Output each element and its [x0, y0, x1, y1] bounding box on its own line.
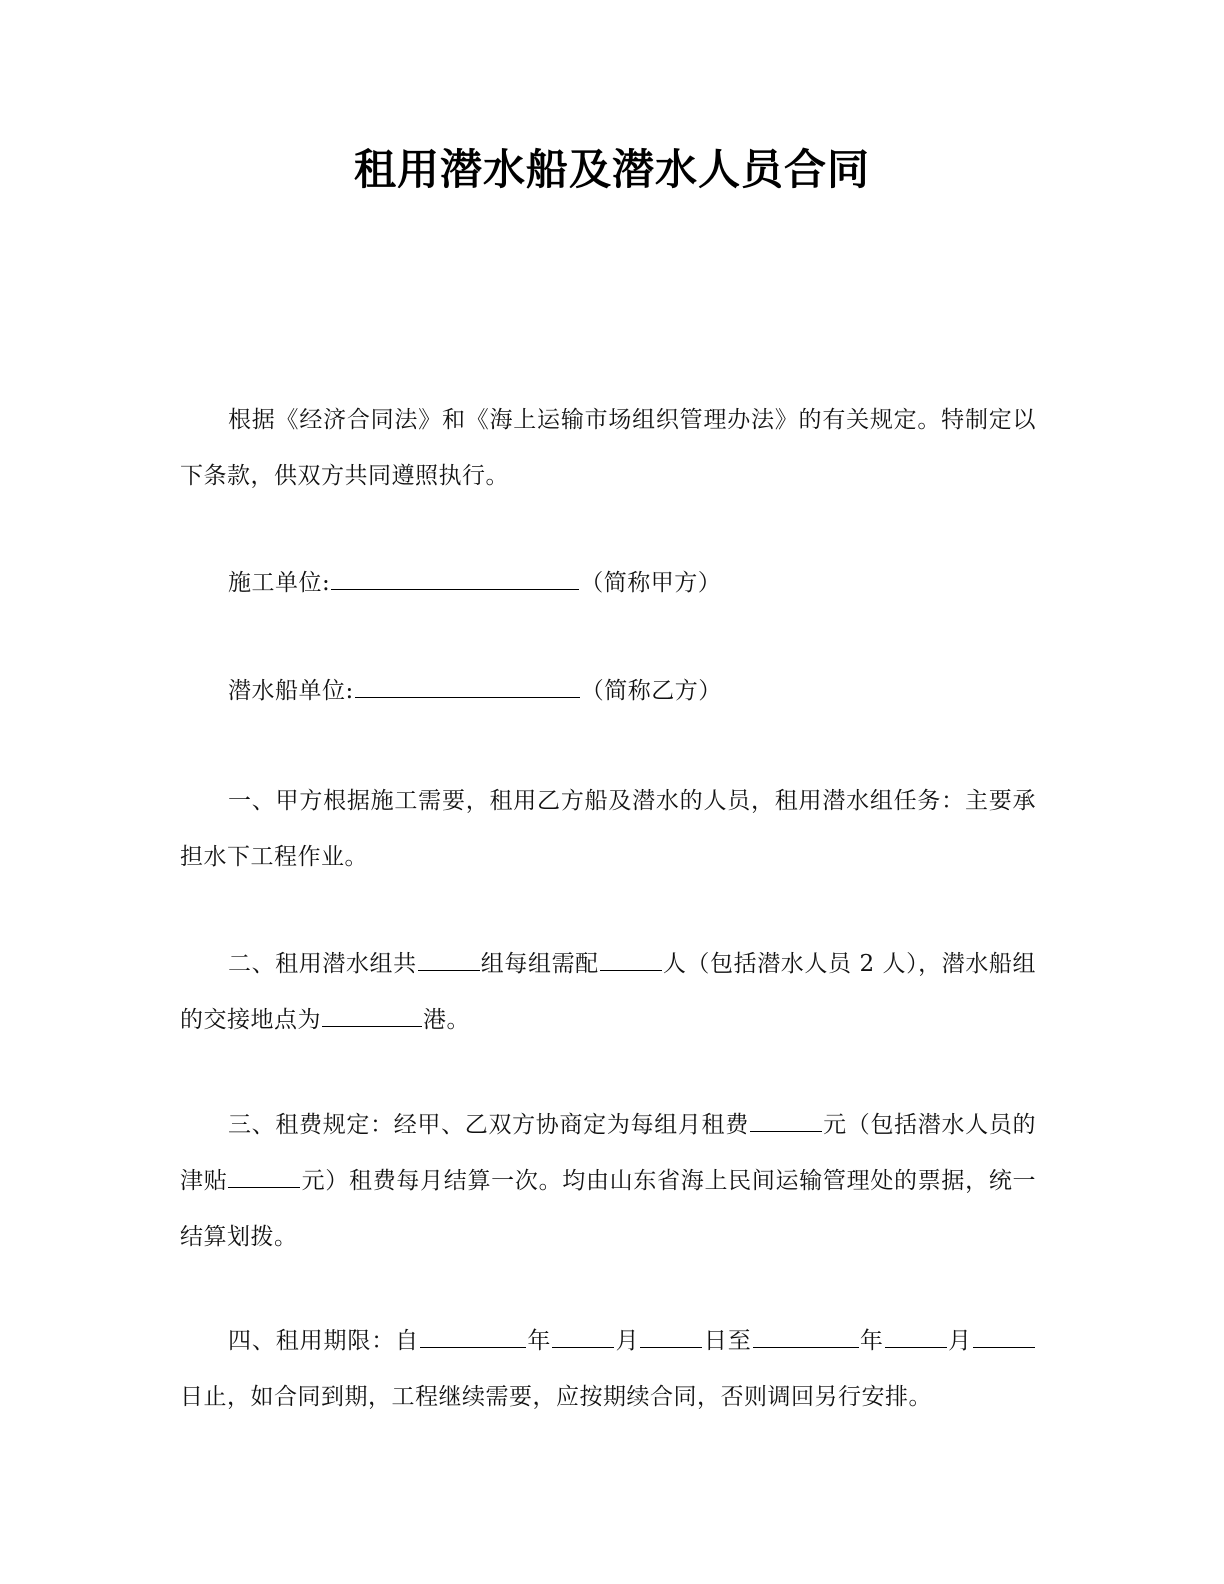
- clause-3-paragraph: [180, 1097, 1036, 1265]
- persons-per-group-blank[interactable]: [600, 948, 662, 971]
- end-day-label: 日: [180, 1384, 204, 1410]
- clause-3-text-2: 元（包括潜水人员的津贴: [180, 1112, 1037, 1194]
- party-a-line: [180, 555, 1036, 611]
- party-a-suffix: （简称甲方）: [580, 570, 722, 596]
- party-b-label: 潜水船单位:: [228, 678, 354, 704]
- clause-2-text-2: 组每组需配: [480, 951, 599, 977]
- end-month-blank[interactable]: [885, 1325, 947, 1348]
- year-label: 年: [526, 1328, 552, 1354]
- party-b-line: [180, 663, 1036, 719]
- party-a-blank-field[interactable]: [331, 567, 579, 590]
- clause-3-text-3: 元）租费每月结算一次。均由山东省海上民间运输管理处的票据，统一结算划拨。: [180, 1168, 1037, 1250]
- intro-paragraph: 根据《经济合同法》和《海上运输市场组织管理办法》的有关规定。特制定以下条款，供双方共同遵照执行。: [180, 407, 1036, 489]
- clause-2-text-3: 人（包括潜水人员 2 人），潜水船组的交接地点为: [180, 951, 1037, 1033]
- party-b-suffix: （简称乙方）: [580, 678, 722, 704]
- monthly-fee-blank[interactable]: [750, 1109, 822, 1132]
- allowance-blank[interactable]: [228, 1165, 300, 1188]
- port-blank[interactable]: [322, 1004, 422, 1027]
- clause-2-paragraph: [180, 936, 1036, 1048]
- end-month-label: 月: [947, 1328, 973, 1354]
- end-year-label: 年: [859, 1328, 884, 1354]
- start-day-blank[interactable]: [640, 1325, 702, 1348]
- clause-1-paragraph: 一、甲方根据施工需要，租用乙方船及潜水的人员，租用潜水组任务：主要承担水下工程作业。: [180, 788, 1036, 870]
- clause-3-text-1: 三、租费规定：经甲、乙双方协商定为每组月租费: [228, 1112, 749, 1138]
- party-b-blank-field[interactable]: [355, 675, 580, 698]
- end-day-blank[interactable]: [973, 1325, 1035, 1348]
- groups-count-blank[interactable]: [418, 948, 480, 971]
- clause-2-text-4: 港。: [423, 1007, 470, 1033]
- start-month-blank[interactable]: [552, 1325, 614, 1348]
- clause-2-text-1: 二、租用潜水组共: [228, 951, 417, 977]
- document-title: 租用潜水船及潜水人员合同: [353, 145, 870, 194]
- day-to-label: 日至: [703, 1328, 752, 1354]
- end-year-blank[interactable]: [753, 1325, 859, 1348]
- clause-4-paragraph: [180, 1313, 1036, 1425]
- clause-4-text-2: 止，如合同到期，工程继续需要，应按期续合同，否则调回另行安排。: [203, 1384, 932, 1410]
- month-label: 月: [615, 1328, 640, 1354]
- party-a-label: 施工单位:: [228, 570, 331, 596]
- start-year-blank[interactable]: [420, 1325, 526, 1348]
- clause-4-text-1: 四、租用期限：自: [228, 1328, 419, 1354]
